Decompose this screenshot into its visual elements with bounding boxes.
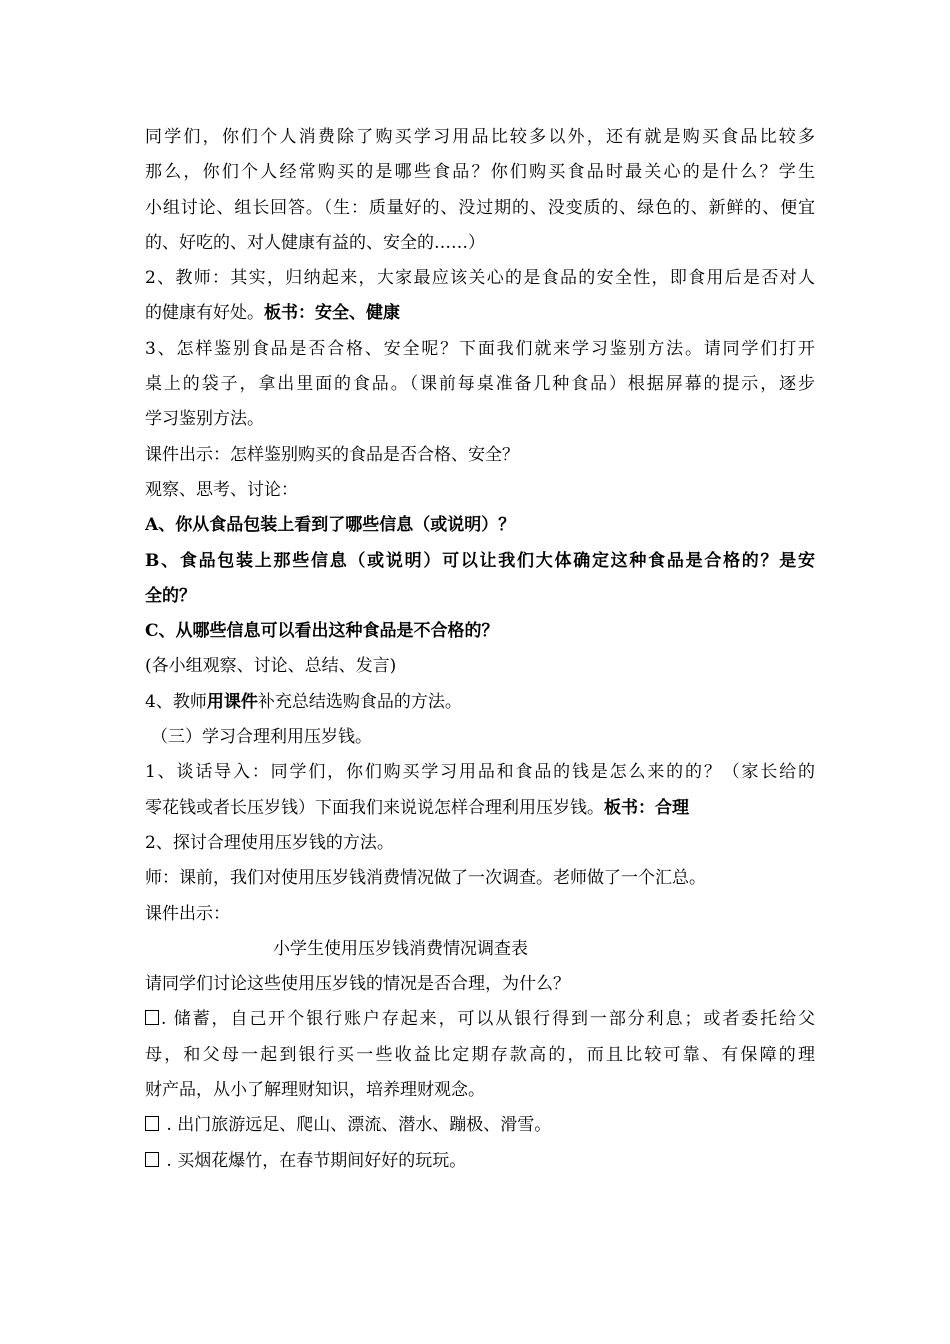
- text-line: [145, 120, 815, 155]
- line-text: . 储蓄，自己开个银行账户存起来，可以从银行得到一部分利息；或者委托给父: [161, 1009, 815, 1030]
- checkbox-icon: [145, 1116, 159, 1131]
- line-text: A、你从食品包装上看到了哪些信息（或说明）？: [145, 515, 516, 536]
- board-note: 板书：合理: [604, 797, 689, 818]
- line-text: 的健康有好处。: [145, 303, 264, 324]
- text-line: [145, 861, 815, 896]
- line-text: 小学生使用压岁钱消费情况调查表: [273, 938, 528, 959]
- text-line: [145, 755, 815, 790]
- text-line: [145, 332, 815, 367]
- text-line: [145, 897, 815, 932]
- line-text: 财产品，从小了解理财知识，培养理财观念。: [145, 1080, 485, 1101]
- line-text: 3、怎样鉴别食品是否合格、安全呢？下面我们就来学习鉴别方法。请同学们打开: [145, 338, 815, 359]
- text-line: [145, 1073, 815, 1108]
- line-text: 1、谈话导入：同学们，你们购买学习用品和食品的钱是怎么来的的？（家长给的: [145, 762, 815, 783]
- line-text: 课件出示：: [145, 903, 230, 924]
- line-text: C、从哪些信息可以看出这种食品是不合格的？: [145, 621, 499, 642]
- line-text: 2、教师：其实，归纳起来，大家最应该关心的是食品的安全性，即食用后是否对人: [145, 268, 815, 289]
- text-line: [145, 649, 815, 684]
- line-text: 4、教师: [145, 691, 207, 712]
- checkbox-icon: [145, 1010, 159, 1025]
- line-text: . 出门旅游远足、爬山、漂流、潜水、蹦极、滑雪。: [161, 1115, 552, 1136]
- line-text: 2、探讨合理使用压岁钱的方法。: [145, 832, 394, 853]
- line-text: 师：课前，我们对使用压岁钱消费情况做了一次调查。老师做了一个汇总。: [145, 868, 706, 889]
- text-line: [145, 1038, 815, 1073]
- text-line: [145, 720, 815, 755]
- text-line: [145, 191, 815, 226]
- line-text: （三）学习合理利用压岁钱。: [151, 727, 372, 748]
- line-text: 那么，你们个人经常购买的是哪些食品？你们购买食品时最关心的是什么？学生: [145, 162, 815, 183]
- text-line: [145, 791, 815, 826]
- text-line: [145, 826, 815, 861]
- line-text: B、食品包装上那些信息（或说明）可以让我们大体确定这种食品是合格的？是安: [145, 550, 815, 571]
- line-text-after: 补充总结选购食品的方法。: [257, 691, 462, 712]
- text-line: [145, 402, 815, 437]
- line-text: 学习鉴别方法。: [145, 409, 264, 430]
- text-line: [145, 1144, 815, 1179]
- text-line: [145, 685, 815, 720]
- line-text: 零花钱或者长压岁钱）下面我们来说说怎样合理利用压岁钱。: [145, 797, 604, 818]
- line-text: 同学们，你们个人消费除了购买学习用品比较多以外，还有就是购买食品比较多: [145, 127, 815, 147]
- text-line: [145, 1002, 815, 1037]
- text-line: [145, 614, 815, 649]
- text-line: [145, 473, 815, 508]
- text-line: [145, 226, 815, 261]
- text-line: [145, 1108, 815, 1143]
- document-body: [145, 120, 815, 1179]
- text-line: [145, 579, 815, 614]
- line-text: (各小组观察、讨论、总结、发言): [145, 656, 397, 677]
- line-text: 全的？: [145, 585, 196, 606]
- text-line: [145, 261, 815, 296]
- line-bold-text: 用课件: [206, 691, 258, 712]
- line-text: 桌上的袋子，拿出里面的食品。（课前每桌准备几种食品）根据屏幕的提示，逐步: [145, 374, 815, 395]
- text-line: [145, 155, 815, 190]
- line-text: 请同学们讨论这些使用压岁钱的情况是否合理，为什么？: [145, 974, 570, 995]
- text-line: [145, 967, 815, 1002]
- text-line: [145, 296, 815, 331]
- line-text: 课件出示：怎样鉴别购买的食品是否合格、安全？: [145, 444, 519, 465]
- text-line: [145, 508, 815, 543]
- text-line: [145, 438, 815, 473]
- line-text: 观察、思考、讨论：: [145, 479, 298, 500]
- text-line: [145, 932, 815, 967]
- checkbox-icon: [145, 1152, 159, 1167]
- line-text: 母，和父母一起到银行买一些收益比定期存款高的，而且比较可靠、有保障的理: [145, 1044, 815, 1065]
- board-note: 板书：安全、健康: [264, 303, 400, 324]
- line-text: . 买烟花爆竹，在春节期间好好的玩玩。: [161, 1150, 467, 1171]
- text-line: [145, 367, 815, 402]
- text-line: [145, 544, 815, 579]
- line-text: 小组讨论、组长回答。（生：质量好的、没过期的、没变质的、绿色的、新鲜的、便宜: [145, 197, 815, 218]
- line-text: 的、好吃的、对人健康有益的、安全的……）: [145, 232, 485, 253]
- document-lines: [145, 120, 815, 1179]
